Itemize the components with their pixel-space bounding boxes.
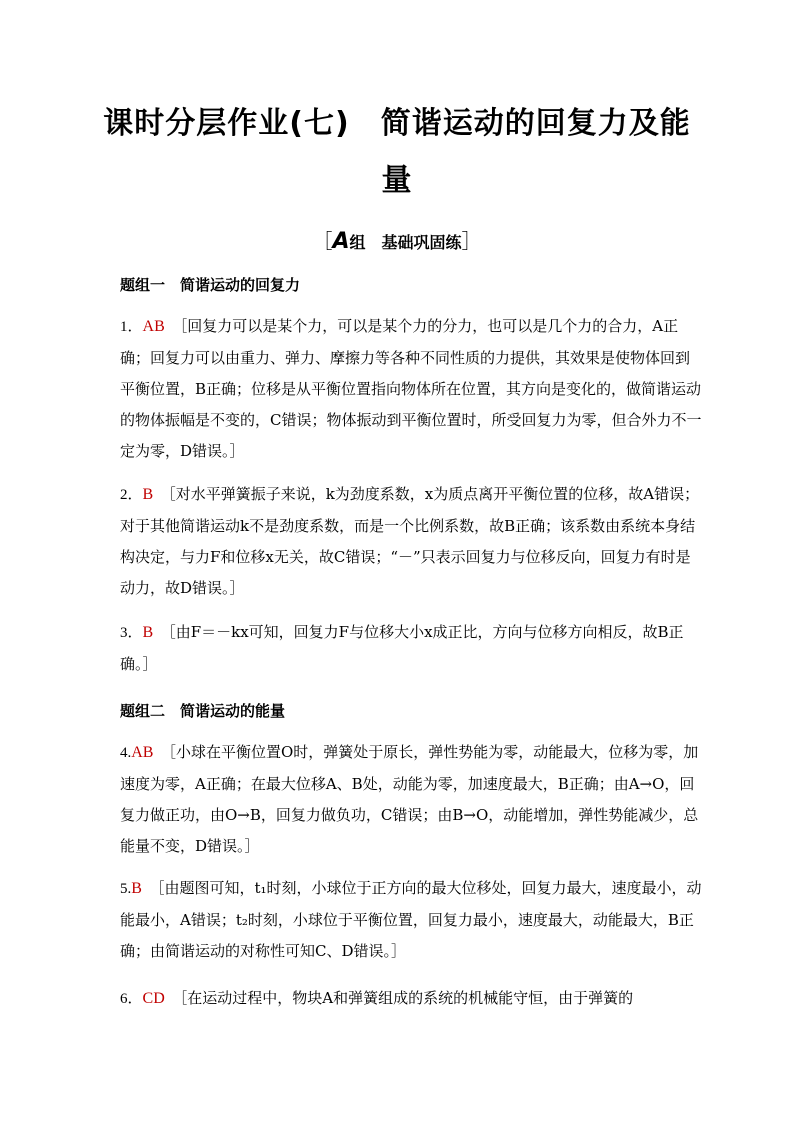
answer-item-2 (120, 479, 702, 604)
explanation-text: ［在运动过程中，物块A和弹簧组成的系统的机械能守恒，由于弹簧的 (179, 989, 634, 1007)
answer-item-4 (120, 737, 702, 862)
group-letter: A (332, 229, 350, 254)
answer-key: AB (142, 318, 165, 335)
answer-item-3 (120, 617, 702, 680)
answer-key: B (142, 624, 154, 641)
group-label: 组 基础巩固练 (349, 233, 462, 252)
item-number: 1． (120, 319, 143, 335)
group-bracket-open: ［ (312, 229, 333, 253)
item-number: 2． (120, 487, 143, 503)
item-number: 5. (120, 881, 132, 897)
page-title-line1: 课时分层作业(七) 简谐运动的回复力及能 (103, 106, 691, 141)
explanation-text: ［由F＝－kx可知，回复力F与位移大小x成正比，方向与位移方向相反，故B正确。］ (120, 623, 684, 673)
item-number: 6． (120, 991, 143, 1007)
answer-key: B (142, 486, 154, 503)
item-number: 3． (120, 625, 143, 641)
answer-item-5 (120, 873, 702, 967)
item-number: 4. (120, 745, 132, 761)
explanation-text: ［回复力可以是某个力，可以是某个力的分力，也可以是几个力的合力，A正确；回复力可以由重力、弹力、摩擦力等各种不同性质的力提供，其效果是使物体回到平衡位置，B正确；位移是从平衡位置指向物体所在位置，其方向是变化的，做简谐运动的物体振幅是不变的，C错误；物体振动到平衡位置时，所受回复力为零，但合外力不一定为零，D错误。］ (120, 317, 702, 460)
answer-item-6 (120, 983, 702, 1015)
group-bracket-close: ］ (461, 229, 482, 253)
answer-key: AB (131, 744, 154, 761)
section-title-2: 题组二 简谐运动的能量 (120, 702, 286, 720)
answer-item-1 (120, 311, 702, 467)
section-title-1: 题组一 简谐运动的回复力 (120, 276, 301, 294)
page-title-line2: 量 (381, 163, 413, 198)
explanation-text: ［小球在平衡位置O时，弹簧处于原长，弹性势能为零，动能最大，位移为零，加速度为零，A正确；在最大位移A、B处，动能为零，加速度最大，B正确；由A→O，回复力做正功，由O→B，回复力做负功，C错误；由B→O，动能增加，弹性势能减少，总能量不变，D错误。］ (120, 743, 699, 855)
answer-key: B (131, 880, 142, 897)
explanation-text: ［对水平弹簧振子来说，k为劲度系数，x为质点离开平衡位置的位移，故A错误；对于其他简谐运动k不是劲度系数，而是一个比例系数，故B正确；该系数由系统本身结构决定，与力F和位移x无关，故C错误；“－”只表示回复力与位移反向，回复力有时是动力，故D错误。］ (120, 485, 700, 597)
group-heading (0, 225, 794, 254)
explanation-text: ［由题图可知，t₁时刻，小球位于正方向的最大位移处，回复力最大，速度最小，动能最小，A错误；t₂时刻，小球位于平衡位置，回复力最小，速度最大，动能最大，B正确；由简谐运动的对称性可知C、D错误。］ (120, 879, 702, 960)
answer-key: CD (142, 990, 165, 1007)
